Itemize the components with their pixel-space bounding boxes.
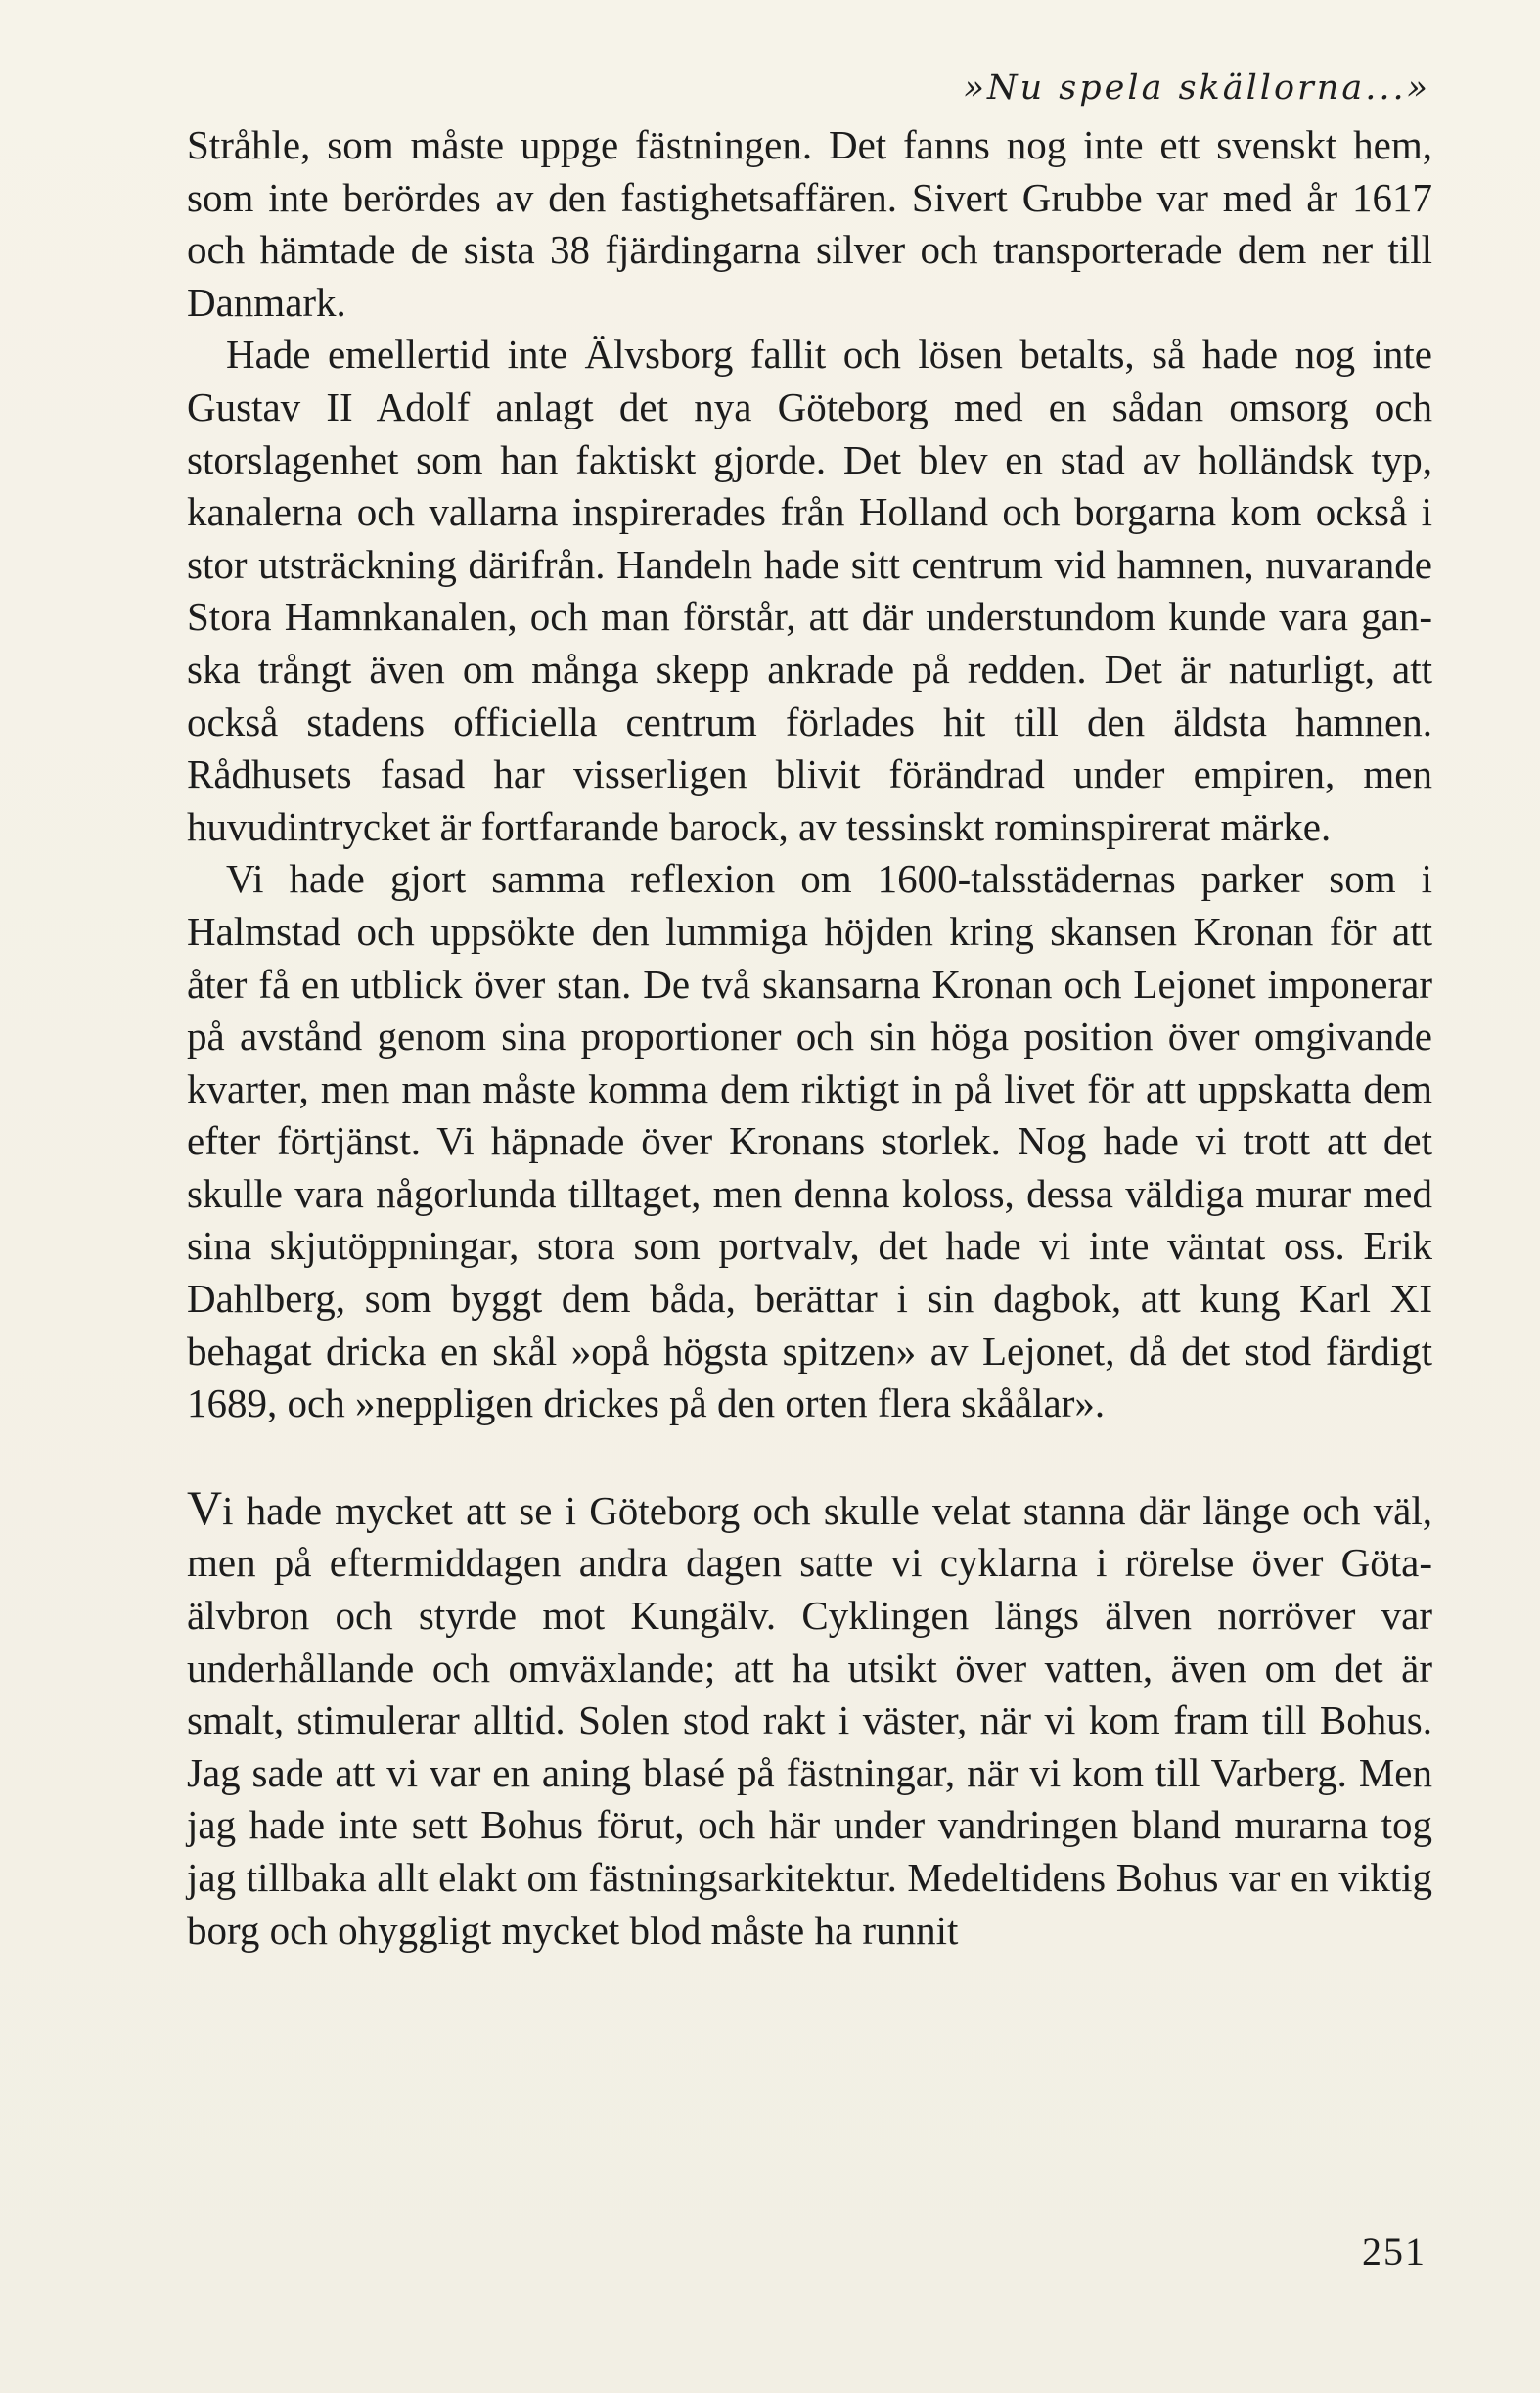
section-initial: V — [187, 1479, 223, 1535]
body-text — [187, 119, 1432, 1957]
paragraph-kronan-lejonet: Vi hade gjort samma reflexion om 1600-talsstädernas parker som i Halmstad och uppsökte den lummiga höjden kring skansen Kronan för att åter få en utblick över stan. De två skansarna Kronan och Lejonet imponerar på avstånd genom sina proportioner och sin höga position över omgivande kvarter, men man måste komma dem riktigt in på livet för att uppskatta dem efter förtjänst. Vi häpnade över Kronans storlek. Nog hade vi trott att det skulle vara någorlunda tilltaget, men denna koloss, dessa väldiga murar med sina skjutöppningar, stora som portvalv, det hade vi inte väntat oss. Erik Dahlberg, som byggt dem båda, berättar i sin dagbok, att kung Karl XI behagat dricka en skål »opå högsta spitzen» av Lejonet, då det stod färdigt 1689, och »neppligen drickes på den orten flera skåålar». — [187, 856, 1432, 1426]
page-number: 251 — [1362, 2230, 1427, 2274]
paragraph-bohus-text: i hade mycket att se i Göteborg och skulle velat stanna där länge och väl, men på eftermiddagen andra dagen satte vi cyklarna i rörelse över Göta-älvbron och styrde mot Kungälv. Cyklingen längs älven norröver var underhållande och omväxlande; att ha utsikt över vatten, även om det är smalt, stimulerar alltid. Solen stod rakt i väster, när vi kom fram till Bohus. Jag sade att vi var en aning blasé på fästningar, när vi kom till Varberg. Men jag hade inte sett Bohus förut, och här under vandringen bland murarna tog jag tillbaka allt elakt om fästningsarkitektur. Medeltidens Bohus var en viktig borg och ohyggligt mycket blod måste ha runnit — [187, 1487, 1432, 1953]
paragraph-bohus — [187, 1479, 1432, 1957]
section-break — [187, 1430, 1432, 1482]
paragraph-continuation: Stråhle, som måste uppge fästningen. Det fanns nog inte ett svenskt hem, som inte berördes av den fastighetsaffären. Sivert Grubbe var med år 1617 och hämtade de sista 38 fjärdingarna silver och transporterade dem ner till Danmark. — [187, 122, 1432, 325]
running-head: »Nu spela skällorna...» — [963, 68, 1430, 108]
paragraph-gothenburg-history: Hade emellertid inte Älvsborg fallit och lösen betalts, så hade nog inte Gustav II Adolf anlagt det nya Göteborg med en sådan omsorg och storslagenhet som han faktiskt gjorde. Det blev en stad av holländsk typ, kanalerna och vallarna inspirerades från Holland och borgarna kom också i stor utsträckning därifrån. Handeln hade sitt centrum vid hamnen, nuvarande Stora Hamnkanalen, och man förstår, att där understundom kunde vara ganska trångt även om många skepp ankrade på redden. Det är naturligt, att också stadens officiella centrum förlades hit till den äldsta hamnen. Rådhusets fasad har visserligen blivit förändrad under empiren, men huvudintrycket är fortfarande barock, av tessinskt rominspirerat märke. — [187, 332, 1432, 849]
